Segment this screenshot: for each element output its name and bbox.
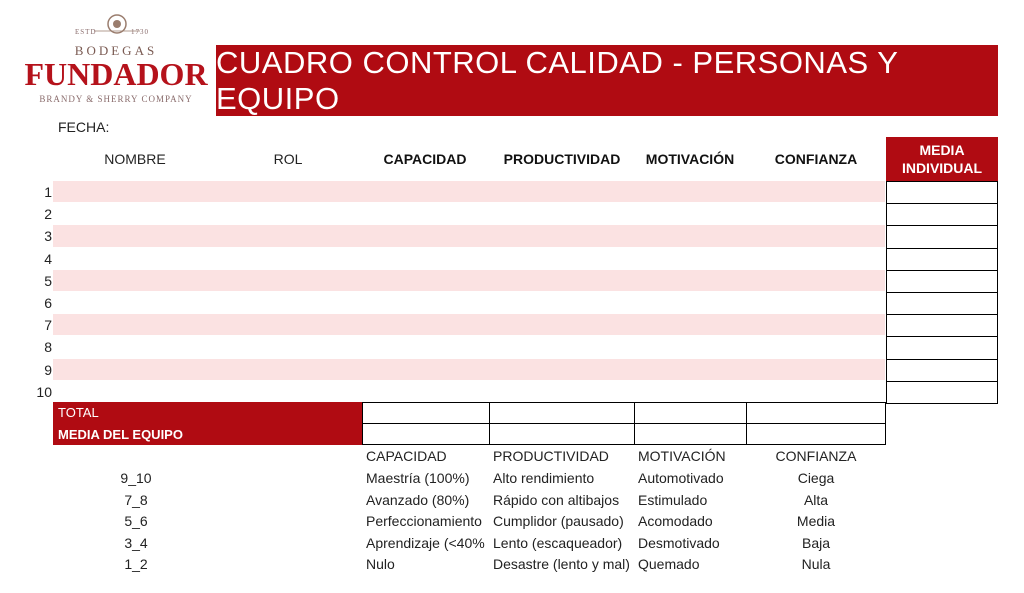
logo-year: 1730 bbox=[131, 28, 149, 36]
media-individual-cell[interactable] bbox=[886, 270, 998, 293]
row-number: 10 bbox=[36, 383, 52, 400]
row-number: 8 bbox=[44, 339, 52, 356]
legend-motivacion: Estimulado bbox=[638, 491, 708, 508]
legend-motivacion: Quemado bbox=[638, 556, 700, 572]
legend-score: 1_2 bbox=[124, 556, 148, 572]
row-number: 1 bbox=[44, 184, 52, 200]
table-row[interactable] bbox=[53, 314, 885, 335]
row-number: 7 bbox=[44, 317, 52, 334]
legend-productividad: Cumplidor (pausado) bbox=[493, 513, 624, 529]
media-individual-cell[interactable] bbox=[886, 359, 998, 382]
legend-productividad: Alto rendimiento bbox=[493, 470, 595, 486]
fecha-label: FECHA: bbox=[58, 119, 110, 135]
media-individual-cell[interactable] bbox=[886, 292, 998, 315]
logo-tagline: BRANDY & SHERRY COMPANY bbox=[39, 94, 193, 104]
legend-score: 7_8 bbox=[124, 491, 148, 508]
media-individual-cell[interactable] bbox=[886, 314, 998, 337]
logo-brand: FUNDADOR bbox=[24, 56, 208, 92]
legend-confianza: Baja bbox=[801, 534, 831, 551]
media-motivacion-cell[interactable] bbox=[634, 423, 747, 445]
media-capacidad-cell[interactable] bbox=[362, 423, 490, 445]
table-row[interactable] bbox=[53, 248, 885, 269]
legend-confianza: Media bbox=[796, 513, 836, 529]
header-rol: ROL bbox=[273, 151, 303, 167]
legend-capacidad: Maestría (100%) bbox=[366, 470, 470, 486]
header-motivacion: MOTIVACIÓN bbox=[645, 151, 735, 167]
header-nombre: NOMBRE bbox=[104, 151, 166, 167]
legend-score: 5_6 bbox=[124, 513, 148, 529]
total-productividad-cell[interactable] bbox=[489, 402, 635, 424]
table-row[interactable] bbox=[53, 181, 885, 202]
team-summary-block bbox=[53, 402, 362, 445]
legend-confianza: Alta bbox=[803, 491, 829, 508]
legend-header-confianza: CONFIANZA bbox=[775, 448, 857, 464]
legend-motivacion: Automotivado bbox=[638, 470, 724, 486]
legend-motivacion: Desmotivado bbox=[638, 534, 720, 551]
media-equipo-label: MEDIA DEL EQUIPO bbox=[58, 427, 183, 442]
legend-capacidad: Perfeccionamiento bbox=[366, 513, 482, 529]
header-media-individual bbox=[886, 137, 998, 181]
media-individual-cell[interactable] bbox=[886, 225, 998, 248]
legend-motivacion: Acomodado bbox=[638, 513, 713, 529]
media-line2: INDIVIDUAL bbox=[901, 160, 983, 176]
legend-productividad: Lento (escaqueador) bbox=[493, 534, 623, 551]
logo-bodegas: BODEGAS bbox=[74, 43, 158, 58]
table-row[interactable] bbox=[53, 225, 885, 246]
header-capacidad: CAPACIDAD bbox=[383, 151, 467, 167]
legend-capacidad: Avanzado (80%) bbox=[366, 491, 470, 508]
title-banner bbox=[216, 45, 998, 116]
legend-confianza: Nula bbox=[801, 556, 831, 572]
legend-header-productividad: PRODUCTIVIDAD bbox=[493, 448, 609, 464]
header-confianza: CONFIANZA bbox=[774, 151, 858, 167]
total-label: TOTAL bbox=[58, 405, 99, 420]
row-number: 5 bbox=[44, 272, 52, 289]
row-number: 3 bbox=[44, 228, 52, 245]
media-individual-cell[interactable] bbox=[886, 381, 998, 404]
row-number: 4 bbox=[44, 250, 52, 267]
media-productividad-cell[interactable] bbox=[489, 423, 635, 445]
total-confianza-cell[interactable] bbox=[746, 402, 886, 424]
media-line1: MEDIA bbox=[919, 142, 965, 158]
page-title: CUADRO CONTROL CALIDAD - PERSONAS Y EQUIPO bbox=[216, 44, 898, 116]
table-row[interactable] bbox=[53, 203, 885, 224]
fundador-logo bbox=[20, 10, 212, 110]
legend-header-motivacion: MOTIVACIÓN bbox=[638, 448, 726, 464]
media-individual-cell[interactable] bbox=[886, 181, 998, 204]
row-number: 6 bbox=[44, 295, 52, 311]
media-individual-cell[interactable] bbox=[886, 203, 998, 226]
media-individual-cell[interactable] bbox=[886, 336, 998, 359]
total-capacidad-cell[interactable] bbox=[362, 402, 490, 424]
media-confianza-cell[interactable] bbox=[746, 423, 886, 445]
legend-header-capacidad: CAPACIDAD bbox=[366, 448, 447, 464]
table-row[interactable] bbox=[53, 359, 885, 380]
header-productividad: PRODUCTIVIDAD bbox=[503, 151, 621, 167]
legend-score: 9_10 bbox=[120, 470, 152, 486]
legend-capacidad: Aprendizaje (<40% bbox=[366, 534, 485, 551]
total-motivacion-cell[interactable] bbox=[634, 402, 747, 424]
legend-capacidad: Nulo bbox=[366, 556, 395, 572]
media-individual-cell[interactable] bbox=[886, 248, 998, 271]
row-number: 9 bbox=[44, 361, 52, 378]
table-row[interactable] bbox=[53, 292, 885, 313]
legend-score: 3_4 bbox=[124, 534, 148, 551]
table-row[interactable] bbox=[53, 336, 885, 357]
table-row[interactable] bbox=[53, 381, 885, 402]
legend-productividad: Desastre (lento y mal) bbox=[493, 556, 630, 572]
row-number: 2 bbox=[44, 206, 52, 223]
legend-productividad: Rápido con altibajos bbox=[493, 491, 620, 508]
logo-estd: ESTD bbox=[75, 28, 97, 36]
legend-confianza: Ciega bbox=[797, 470, 835, 486]
table-row[interactable] bbox=[53, 270, 885, 291]
